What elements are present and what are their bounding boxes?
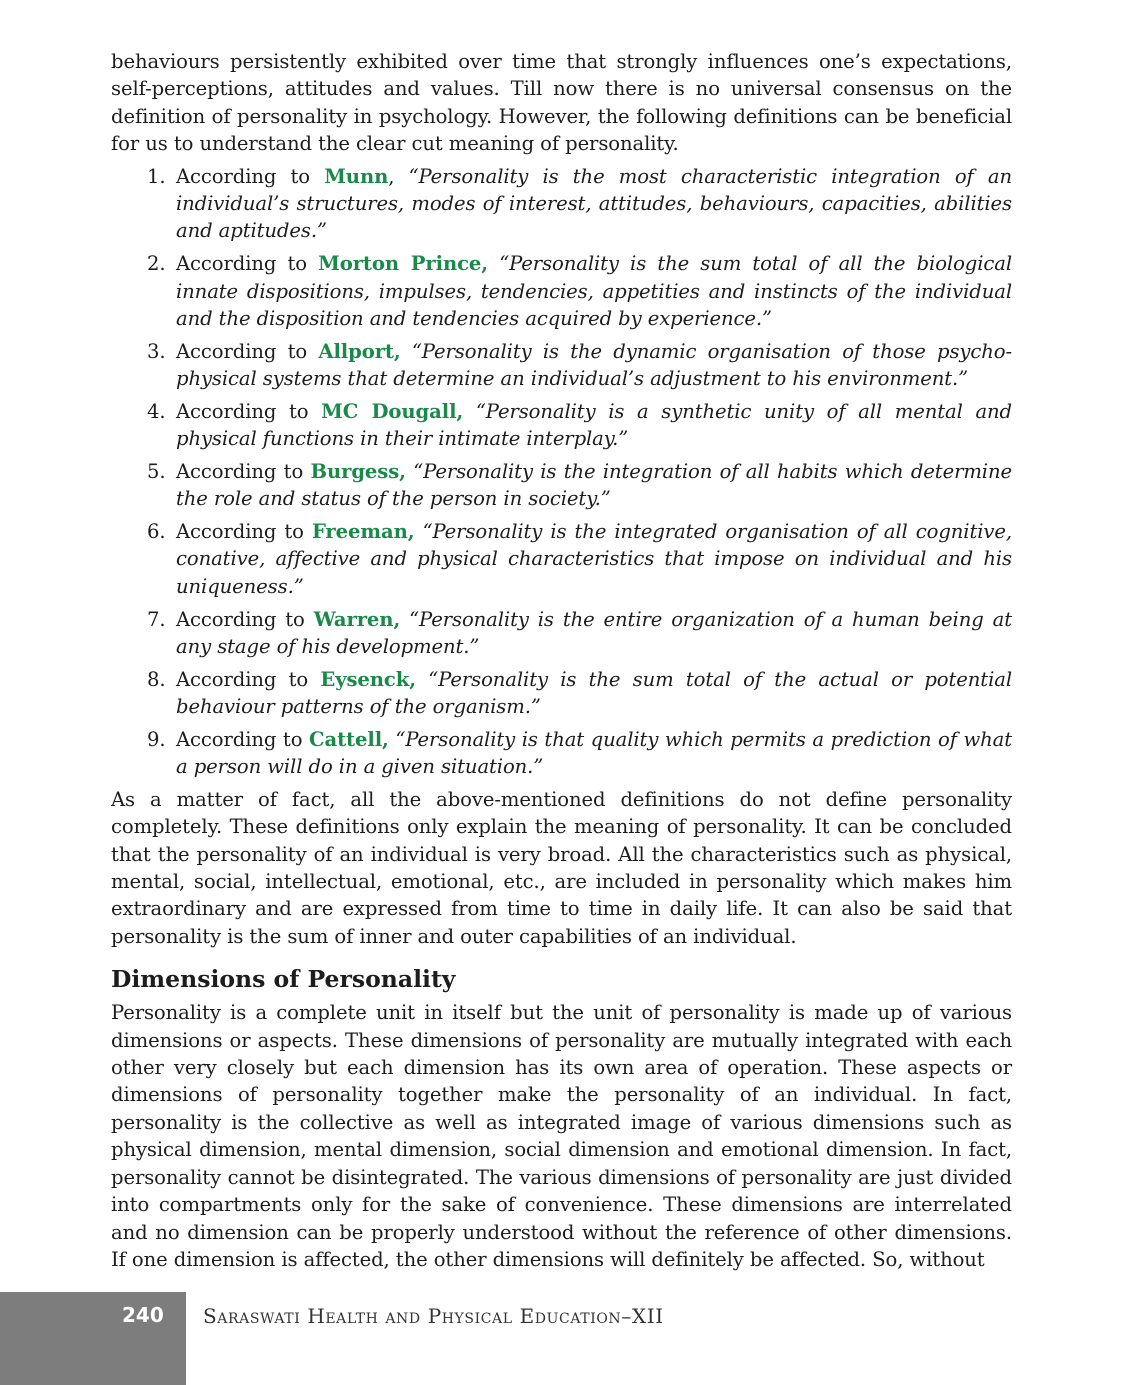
dimensions-paragraph: Personality is a complete unit in itself but the unit of personality is made up of various dimensions or aspects. These dimensions of personality are mutually integrated with each other very closely but each dimension has its own area of operation. These aspects or dimensions of personality together make the personality of an individual. In fact, personality is the collective as well as integrated image of various dimensions such as physical dimension, mental dimension, social dimension and emotional dimension. In fact, personality cannot be disintegrated. The various dimensions of personality are just divided into compartments only for the sake of convenience. These dimensions are interrelated and no dimension can be properly understood without the reference of other dimensions. If one dimension is affected, the other dimensions will definitely be affected. So, without: [111, 1001, 1012, 1271]
definition-number: 8.: [147, 667, 166, 691]
definition-separator: [414, 520, 422, 543]
definition-author: Eysenck,: [320, 667, 416, 691]
definition-number: 2.: [147, 252, 166, 276]
definition-quote: “Personality is the most characteristic integration of an individual’s structures, modes of interest, attitudes, behaviours, capacities, abilities and aptitudes.”: [176, 164, 1012, 243]
intro-paragraph: behaviours persistently exhibited over time that strongly influences one’s expectations, self-perceptions, attitudes and values. Till now there is no universal consensus on the definition of personality in psychology. However, the following definitions can be beneficial for us to understand the clear cut meaning of personality.: [111, 50, 1012, 156]
definition-quote: “Personality is the integrated organisation of all cognitive, conative, affective and physical characteristics that impose on individual and his uniqueness.”: [176, 519, 1012, 598]
definition-separator: [416, 668, 428, 691]
definition-item: [111, 163, 1012, 245]
definition-item: [111, 518, 1012, 600]
definition-item: [111, 666, 1012, 721]
definition-item: [111, 458, 1012, 513]
definition-quote: “Personality is the dynamic organisation of those psycho-physical systems that determine an individual’s adjustment to his environment.”: [176, 339, 1012, 391]
definition-author: Morton Prince,: [318, 252, 489, 276]
definition-prefix: According to: [176, 459, 304, 483]
definition-prefix: According to: [176, 519, 304, 543]
definition-number: 1.: [147, 164, 166, 188]
definition-number: 3.: [147, 339, 166, 363]
definition-author: Freeman,: [311, 519, 415, 543]
definition-separator: [400, 608, 409, 631]
definition-author: Allport,: [318, 339, 401, 363]
definition-quote: “Personality is that quality which permits a prediction of what a person will do in a given situation.”: [176, 727, 1013, 779]
page-number: 240: [122, 1303, 164, 1327]
definition-author: Cattell,: [309, 727, 389, 751]
definition-item: [111, 726, 1012, 781]
definitions-list: [111, 163, 1012, 781]
definition-quote: “Personality is the integration of all habits which determine the role and status of the person in society.”: [176, 459, 1012, 511]
definition-item: [111, 338, 1012, 393]
definition-quote: “Personality is the sum total of the actual or potential behaviour patterns of the organism.”: [176, 667, 1012, 719]
definition-author: MC Dougall,: [321, 399, 464, 423]
definition-quote: “Personality is the entire organization of a human being at any stage of his development.”: [176, 607, 1012, 658]
section-heading: Dimensions of Personality: [111, 965, 456, 994]
page-content: [111, 48, 1012, 1273]
definition-prefix: According to: [176, 339, 308, 363]
definition-number: 4.: [147, 399, 166, 423]
definition-item: [111, 606, 1012, 661]
conclusion-paragraph: As a matter of fact, all the above-mentioned definitions do not define personality completely. These definitions only explain the meaning of personality. It can be concluded that the personality of an individual is very broad. All the characteristics such as physical, mental, social, intellectual, emotional, etc., are included in personality which makes him extraordinary and are expressed from time to time in daily life. It can also be said that personality is the sum of inner and outer capabilities of an individual.: [111, 787, 1012, 948]
definition-number: 6.: [147, 519, 166, 543]
definition-separator: [488, 252, 499, 275]
definition-prefix: According to: [176, 164, 310, 188]
definition-separator: ,: [388, 164, 409, 188]
definition-item: [111, 398, 1012, 453]
definition-author: Burgess,: [310, 459, 406, 483]
definition-number: 7.: [147, 607, 166, 631]
definition-author: Warren,: [313, 607, 401, 631]
definition-prefix: According to: [176, 727, 303, 751]
definition-prefix: According to: [176, 252, 307, 276]
definition-number: 5.: [147, 459, 166, 483]
definition-separator: [401, 340, 412, 363]
definition-quote: “Personality is the sum total of all the biological innate dispositions, impulses, tendencies, appetities and instincts of the individual and the disposition and tendencies acquired by experience.”: [176, 252, 1012, 330]
definition-item: [111, 250, 1012, 332]
definition-prefix: According to: [176, 607, 305, 631]
definition-prefix: According to: [176, 399, 309, 423]
definition-quote: “Personality is a synthetic unity of all mental and physical functions in their intimate interplay.”: [176, 399, 1012, 451]
definition-prefix: According to: [176, 667, 309, 691]
book-title: Saraswati Health and Physical Education–XII: [203, 1304, 664, 1328]
definition-separator: [463, 400, 476, 423]
definition-number: 9.: [147, 727, 166, 751]
definition-author: Munn: [324, 164, 389, 188]
